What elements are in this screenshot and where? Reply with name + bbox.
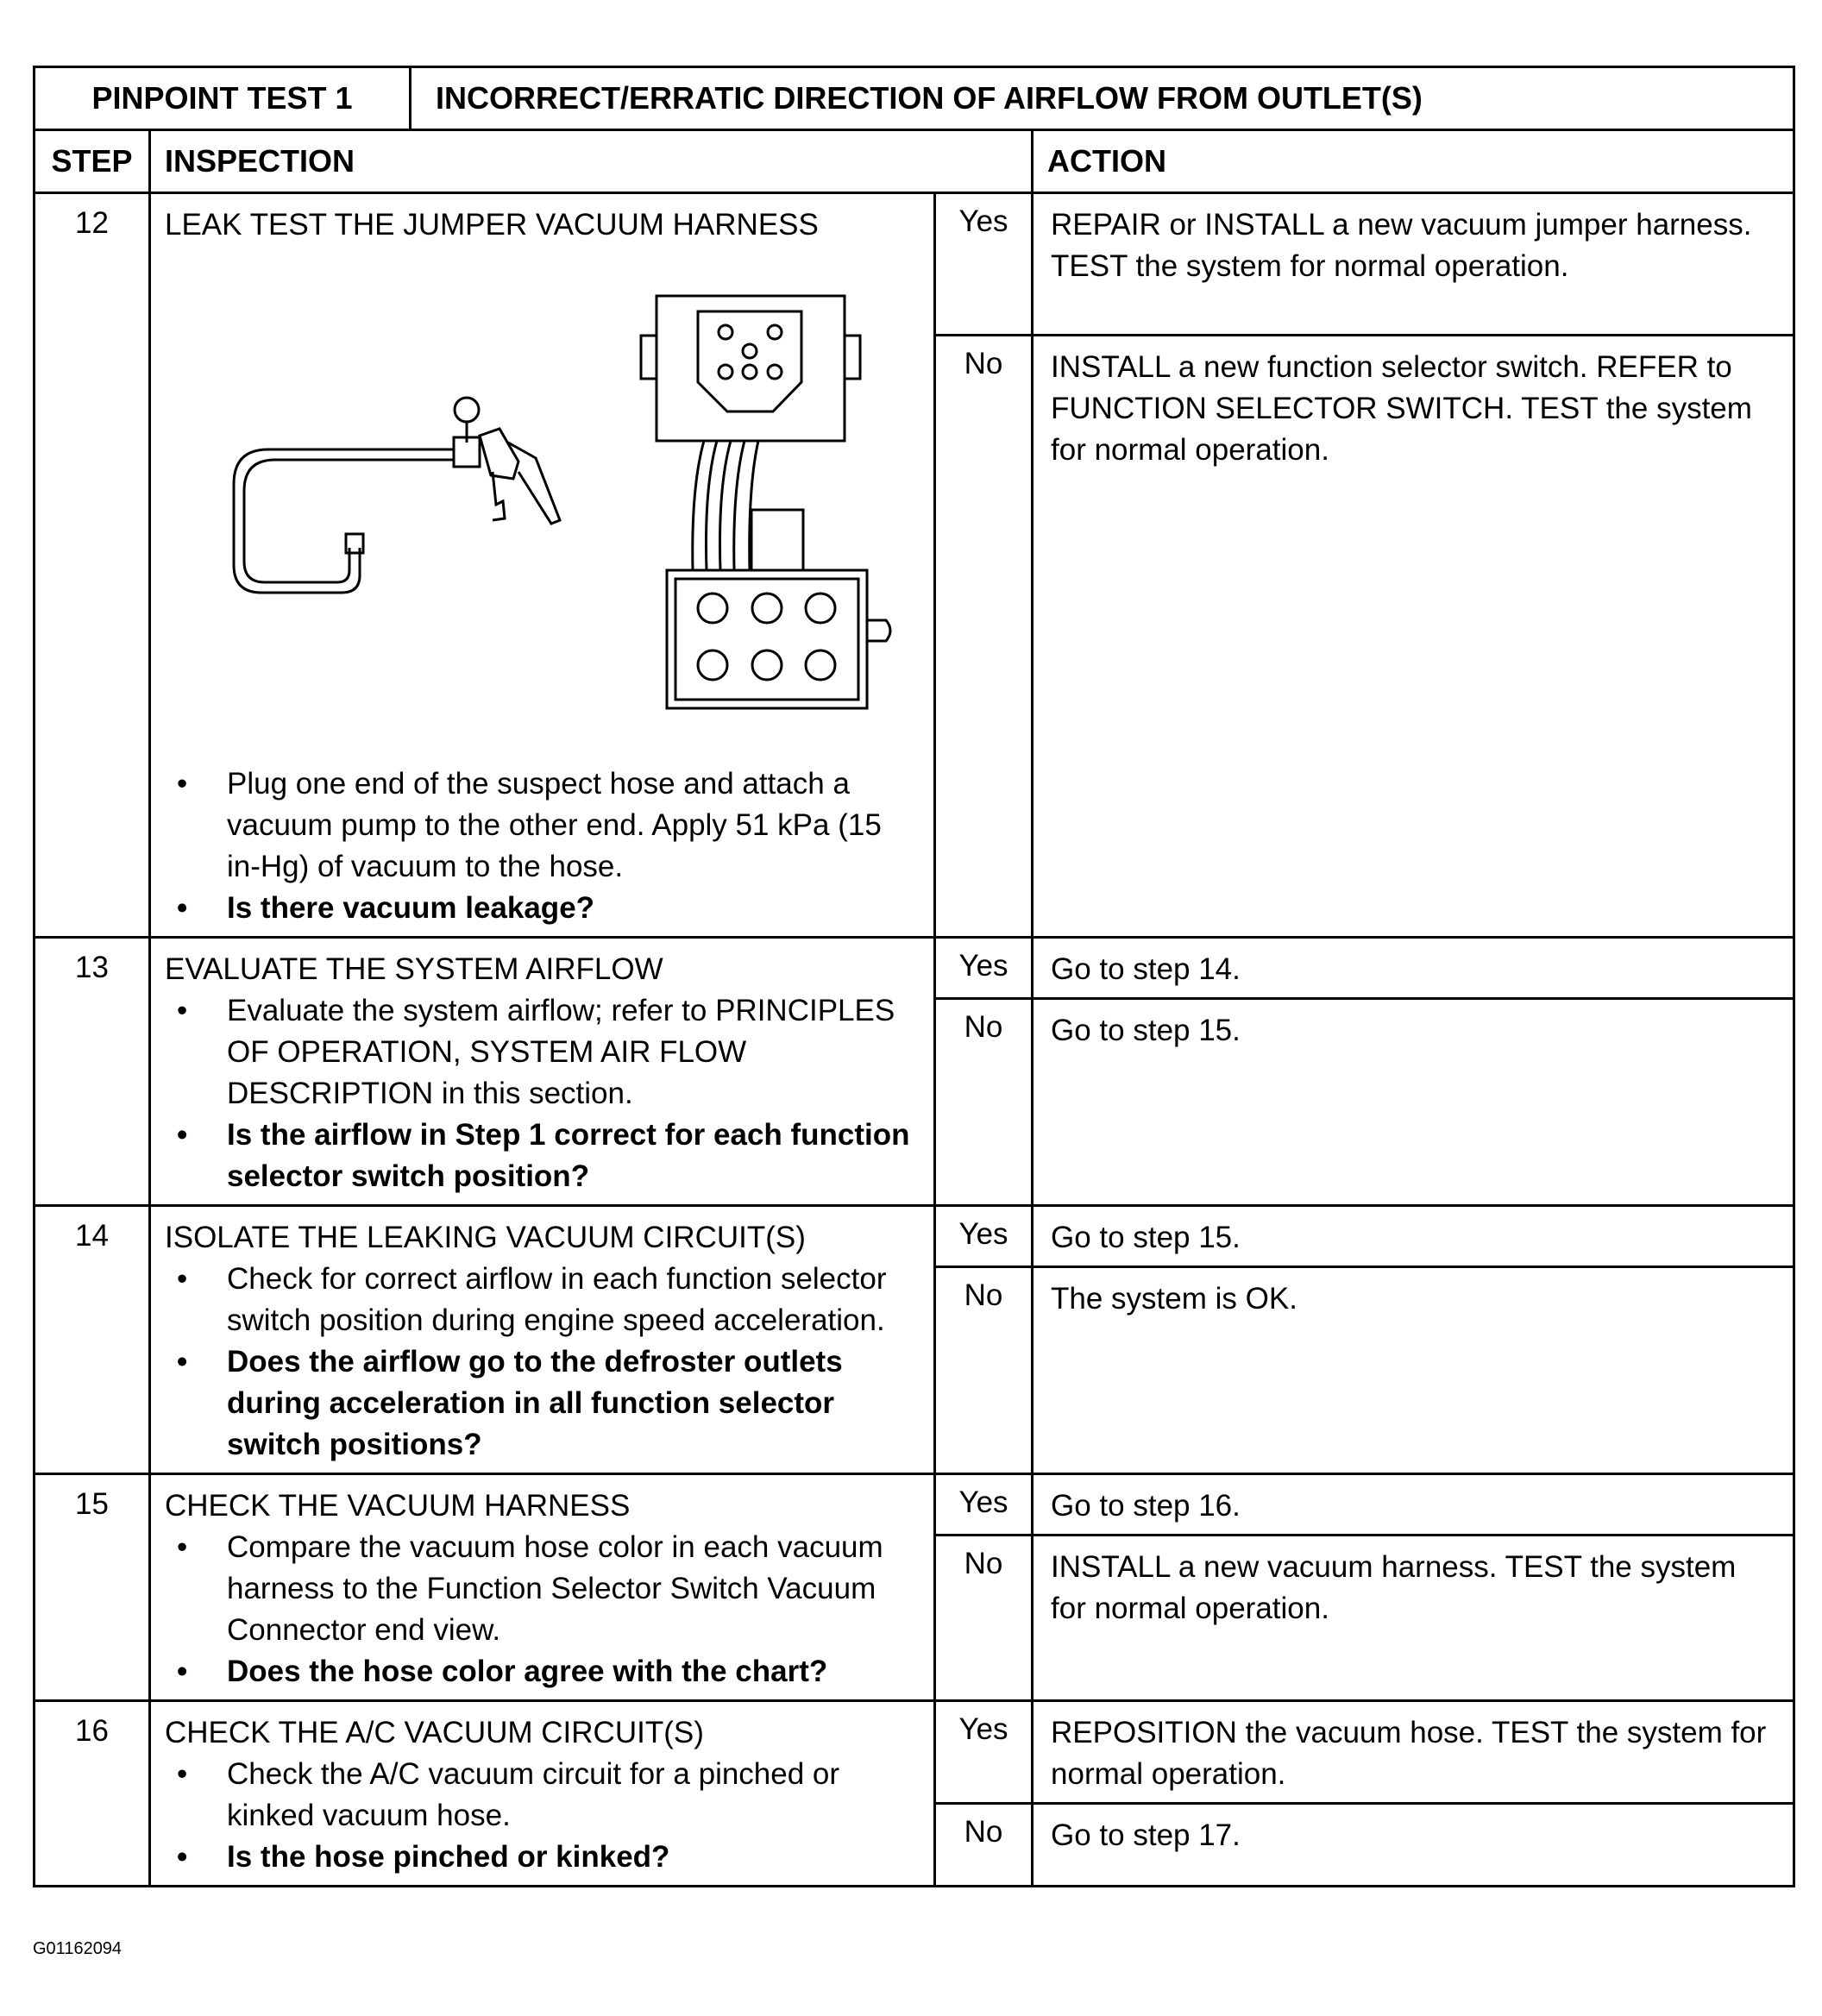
no-label: No (935, 1267, 1033, 1474)
pump-gauge (455, 398, 479, 422)
inspection-question: • Does the hose color agree with the chart? (165, 1651, 920, 1693)
pinpoint-test-table (33, 66, 1795, 1887)
inspection-bullet: • Check the A/C vacuum circuit for a pinched or kinked vacuum hose. (165, 1754, 920, 1837)
inspection-cell (150, 1206, 935, 1474)
inspection-title: EVALUATE THE SYSTEM AIRFLOW (165, 952, 663, 986)
connector-latch (867, 620, 890, 641)
step-number: 14 (35, 1206, 150, 1474)
test-header-row (35, 67, 1794, 130)
step-number: 12 (35, 193, 150, 938)
harness-clip (751, 510, 803, 570)
inspection-question: • Does the airflow go to the defroster outlets during acceleration in all function selector switch positions? (165, 1341, 920, 1466)
action-column-header: ACTION (1033, 130, 1794, 193)
yes-label: Yes (935, 1206, 1033, 1267)
no-action: INSTALL a new function selector switch. REFER to FUNCTION SELECTOR SWITCH. TEST the system for normal operation. (1033, 336, 1794, 938)
inspection-bullet: • Check for correct airflow in each function selector switch position during engine speed acceleration. (165, 1259, 920, 1341)
step-column-header: STEP (35, 130, 150, 193)
inspection-cell (150, 1701, 935, 1887)
inspection-title: LEAK TEST THE JUMPER VACUUM HARNESS (165, 208, 819, 242)
inspection-bullet: • Compare the vacuum hose color in each vacuum harness to the Function Selector Switch Vacuum Connector end view. (165, 1527, 920, 1651)
pump-hose-inner (244, 460, 454, 582)
harness-hose (693, 441, 704, 570)
yes-action: REPOSITION the vacuum hose. TEST the system for normal operation. (1033, 1701, 1794, 1804)
top-connector-body (657, 296, 845, 441)
yes-label: Yes (935, 193, 1033, 336)
inspection-title: ISOLATE THE LEAKING VACUUM CIRCUIT(S) (165, 1221, 806, 1254)
inspection-title: CHECK THE VACUUM HARNESS (165, 1489, 631, 1523)
yes-label: Yes (935, 1701, 1033, 1804)
inspection-bullets (165, 1754, 920, 1878)
no-action: INSTALL a new vacuum harness. TEST the system for normal operation. (1033, 1536, 1794, 1701)
step-row-12 (35, 193, 1794, 336)
yes-action: Go to step 14. (1033, 938, 1794, 999)
no-label: No (935, 1804, 1033, 1887)
yes-action: REPAIR or INSTALL a new vacuum jumper harness. TEST the system for normal operation. (1033, 193, 1794, 336)
bottom-connector-body (667, 570, 867, 708)
inspection-cell (150, 193, 935, 938)
no-action: The system is OK. (1033, 1267, 1794, 1474)
yes-action: Go to step 16. (1033, 1474, 1794, 1536)
inspection-bullets (165, 763, 920, 929)
inspection-question: • Is the airflow in Step 1 correct for each function selector switch position? (165, 1115, 920, 1197)
inspection-title: CHECK THE A/C VACUUM CIRCUIT(S) (165, 1716, 704, 1749)
step-row-13 (35, 938, 1794, 999)
test-label: PINPOINT TEST 1 (35, 67, 411, 130)
step-row-15 (35, 1474, 1794, 1536)
step-row-14 (35, 1206, 1794, 1267)
inspection-bullet: • Plug one end of the suspect hose and attach a vacuum pump to the other end. Apply 51 kPa (15 in-Hg) of vacuum to the hose. (165, 763, 920, 888)
no-action: Go to step 15. (1033, 999, 1794, 1206)
no-action: Go to step 17. (1033, 1804, 1794, 1887)
vacuum-harness-illustration (165, 246, 920, 763)
test-title: INCORRECT/ERRATIC DIRECTION OF AIRFLOW FROM OUTLET(S) (411, 67, 1794, 130)
inspection-bullets (165, 1259, 920, 1466)
step-row-16 (35, 1701, 1794, 1804)
pinpoint-test-document (33, 66, 1793, 1887)
pump-hose (234, 449, 454, 593)
inspection-bullets (165, 1527, 920, 1693)
figure-id-caption: G01162094 (33, 1939, 123, 1958)
pump-grip (493, 472, 505, 520)
inspection-question: • Is the hose pinched or kinked? (165, 1837, 920, 1878)
step-number: 15 (35, 1474, 150, 1701)
inspection-column-header: INSPECTION (150, 130, 1033, 193)
inspection-cell (150, 1474, 935, 1701)
inspection-cell (150, 938, 935, 1206)
no-label: No (935, 336, 1033, 938)
top-connector-face (698, 311, 801, 411)
pump-body (480, 429, 518, 479)
yes-label: Yes (935, 1474, 1033, 1536)
yes-label: Yes (935, 938, 1033, 999)
inspection-question: • Is there vacuum leakage? (165, 888, 920, 929)
inspection-bullet: • Evaluate the system airflow; refer to PRINCIPLES OF OPERATION, SYSTEM AIR FLOW DESCRIPTION in this section. (165, 990, 920, 1115)
no-label: No (935, 999, 1033, 1206)
column-header-row (35, 130, 1794, 193)
step-number: 16 (35, 1701, 150, 1887)
yes-action: Go to step 15. (1033, 1206, 1794, 1267)
step-number: 13 (35, 938, 150, 1206)
vacuum-harness-drawing (165, 246, 924, 763)
inspection-bullets (165, 990, 920, 1197)
no-label: No (935, 1536, 1033, 1701)
